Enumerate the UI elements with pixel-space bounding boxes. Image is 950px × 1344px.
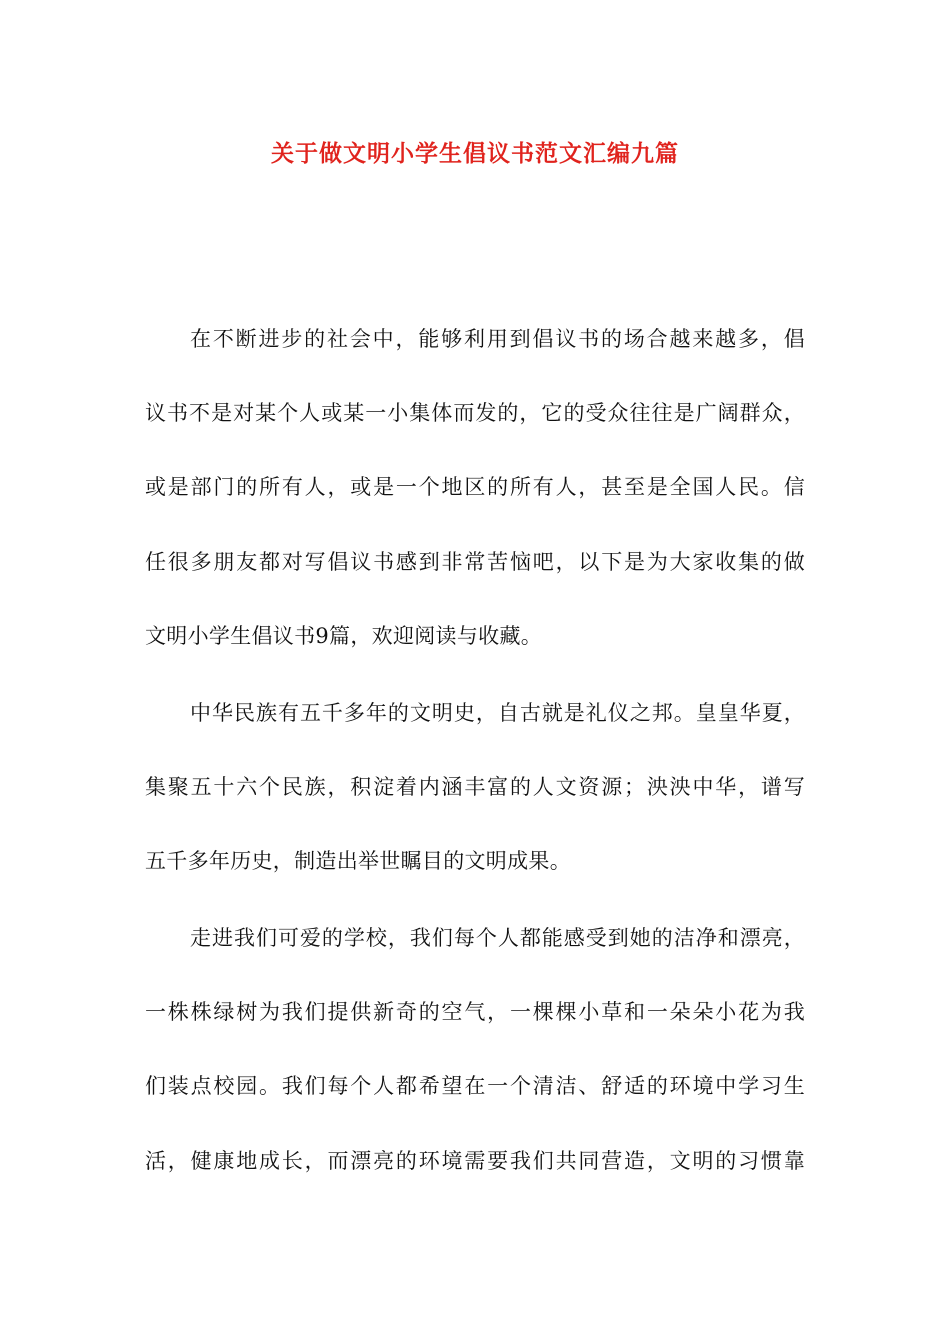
paragraph-1-line-1: 在不断进步的社会中，能够利用到倡议书的场合越来越多，倡 [190, 327, 805, 351]
paragraph-3-line-1: 走进我们可爱的学校，我们每个人都能感受到她的洁净和漂亮， [190, 926, 805, 950]
paragraph-1-line-3: 或是部门的所有人，或是一个地区的所有人，甚至是全国人民。信 [145, 475, 805, 499]
paragraph-1-line-5: 文明小学生倡议书9篇，欢迎阅读与收藏。 [145, 624, 543, 648]
paragraph-2-line-2: 集聚五十六个民族，积淀着内涵丰富的人文资源；泱泱中华，谱写 [145, 775, 805, 799]
paragraph-1-line-4: 任很多朋友都对写倡议书感到非常苦恼吧，以下是为大家收集的做 [145, 550, 805, 574]
document-title: 关于做文明小学生倡议书范文汇编九篇 [271, 140, 679, 167]
paragraph-3-line-2: 一株株绿树为我们提供新奇的空气，一棵棵小草和一朵朵小花为我 [145, 1000, 805, 1024]
paragraph-3-line-4: 活，健康地成长，而漂亮的环境需要我们共同营造，文明的习惯靠 [145, 1149, 805, 1173]
paragraph-2-line-3: 五千多年历史，制造出举世瞩目的文明成果。 [145, 849, 571, 873]
paragraph-3-line-3: 们装点校园。我们每个人都希望在一个清洁、舒适的环境中学习生 [145, 1074, 805, 1098]
paragraph-1-line-2: 议书不是对某个人或某一小集体而发的，它的受众往往是广阔群众， [145, 401, 805, 425]
paragraph-2-line-1: 中华民族有五千多年的文明史，自古就是礼仪之邦。皇皇华夏， [190, 701, 805, 725]
